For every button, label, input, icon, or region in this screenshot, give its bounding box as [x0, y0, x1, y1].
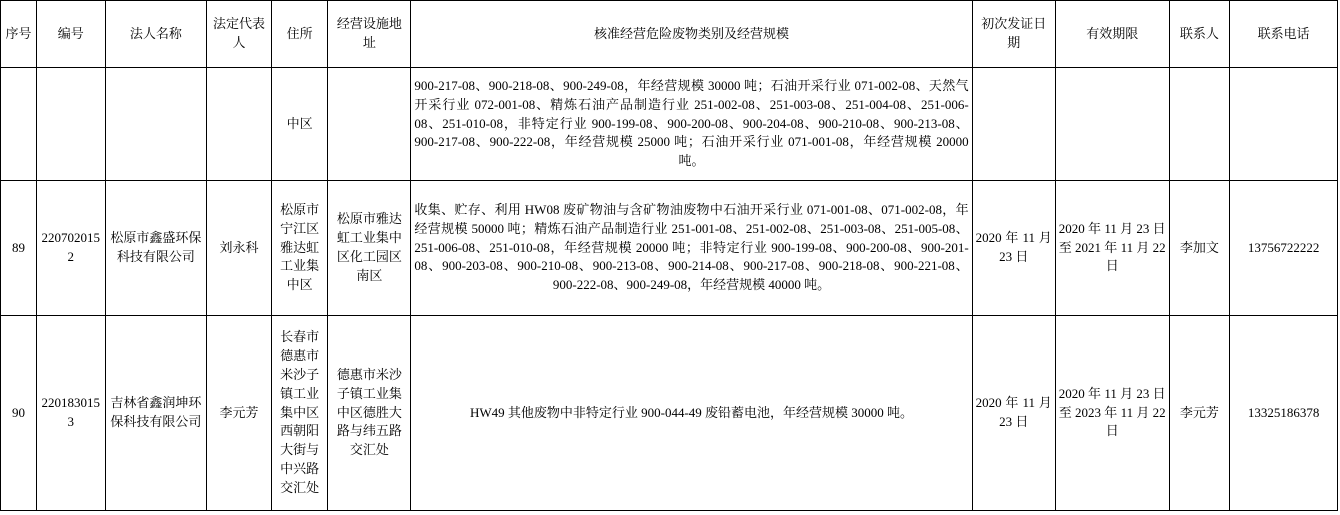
column-header-validity: 有效期限: [1055, 1, 1169, 68]
cell-phone: 13325186378: [1230, 316, 1338, 511]
cell-phone: [1230, 68, 1338, 181]
cell-seq: 89: [1, 181, 37, 316]
cell-facility: [328, 68, 411, 181]
table-row: [1, 316, 1338, 511]
table-header-row: [1, 1, 1338, 68]
column-header-address: 住所: [271, 1, 327, 68]
cell-validity: 2020 年 11 月 23 日至 2021 年 11 月 22 日: [1055, 181, 1169, 316]
cell-code: [36, 68, 105, 181]
cell-address: 松原市宁江区雅达虹工业集中区: [271, 181, 327, 316]
cell-address: 长春市德惠市米沙子镇工业集中区西朝阳大街与中兴路交汇处: [271, 316, 327, 511]
cell-contact: [1169, 68, 1230, 181]
cell-first-date: 2020 年 11 月 23 日: [972, 181, 1055, 316]
cell-entity: 吉林省鑫润坤环保科技有限公司: [105, 316, 207, 511]
cell-code: 2207020152: [36, 181, 105, 316]
cell-scope: 900-217-08、900-218-08、900-249-08，年经营规模 30000 吨；石油开采行业 071-002-08、天然气开采行业 072-001-08、精炼石油产品制造行业 251-002-08、251-003-08、251-004-08、251-006-08、251-010-08，非特定行业 900-199-08、900-200-08、900-204-08、900-210-08、900-213-08、900-217-08、900-222-08，年经营规模 25000 吨；石油开采行业 071-001-08，年经营规模 20000 吨。: [411, 68, 972, 181]
column-header-first-date: 初次发证日期: [972, 1, 1055, 68]
cell-contact: 李加文: [1169, 181, 1230, 316]
cell-seq: [1, 68, 37, 181]
cell-entity: [105, 68, 207, 181]
column-header-seq: 序号: [1, 1, 37, 68]
cell-code: 2201830153: [36, 316, 105, 511]
cell-contact: 李元芳: [1169, 316, 1230, 511]
cell-rep: [207, 68, 272, 181]
table-row: [1, 68, 1338, 181]
column-header-phone: 联系电话: [1230, 1, 1338, 68]
cell-scope: HW49 其他废物中非特定行业 900-044-49 废铅蓄电池，年经营规模 30000 吨。: [411, 316, 972, 511]
cell-validity: [1055, 68, 1169, 181]
cell-scope: 收集、贮存、利用 HW08 废矿物油与含矿物油废物中石油开采行业 071-001-08、071-002-08，年经营规模 50000 吨；精炼石油产品制造行业 251-001-08、251-002-08、251-003-08、251-005-08、251-006-08、251-010-08，年经营规模 20000 吨；非特定行业 900-199-08、900-200-08、900-201-08、900-203-08、900-210-08、900-213-08、900-214-08、900-217-08、900-218-08、900-221-08、900-222-08、900-249-08，年经营规模 40000 吨。: [411, 181, 972, 316]
cell-phone: 13756722222: [1230, 181, 1338, 316]
column-header-rep: 法定代表人: [207, 1, 272, 68]
column-header-contact: 联系人: [1169, 1, 1230, 68]
column-header-code: 编号: [36, 1, 105, 68]
cell-facility: 德惠市米沙子镇工业集中区德胜大路与纬五路交汇处: [328, 316, 411, 511]
column-header-scope: 核准经营危险废物类别及经营规模: [411, 1, 972, 68]
cell-validity: 2020 年 11 月 23 日至 2023 年 11 月 22 日: [1055, 316, 1169, 511]
column-header-entity: 法人名称: [105, 1, 207, 68]
cell-facility: 松原市雅达虹工业集中区化工园区南区: [328, 181, 411, 316]
cell-rep: 刘永科: [207, 181, 272, 316]
cell-first-date: [972, 68, 1055, 181]
cell-seq: 90: [1, 316, 37, 511]
cell-address: 中区: [271, 68, 327, 181]
table-row: [1, 181, 1338, 316]
cell-entity: 松原市鑫盛环保科技有限公司: [105, 181, 207, 316]
column-header-facility: 经营设施地址: [328, 1, 411, 68]
cell-first-date: 2020 年 11 月 23 日: [972, 316, 1055, 511]
cell-rep: 李元芳: [207, 316, 272, 511]
